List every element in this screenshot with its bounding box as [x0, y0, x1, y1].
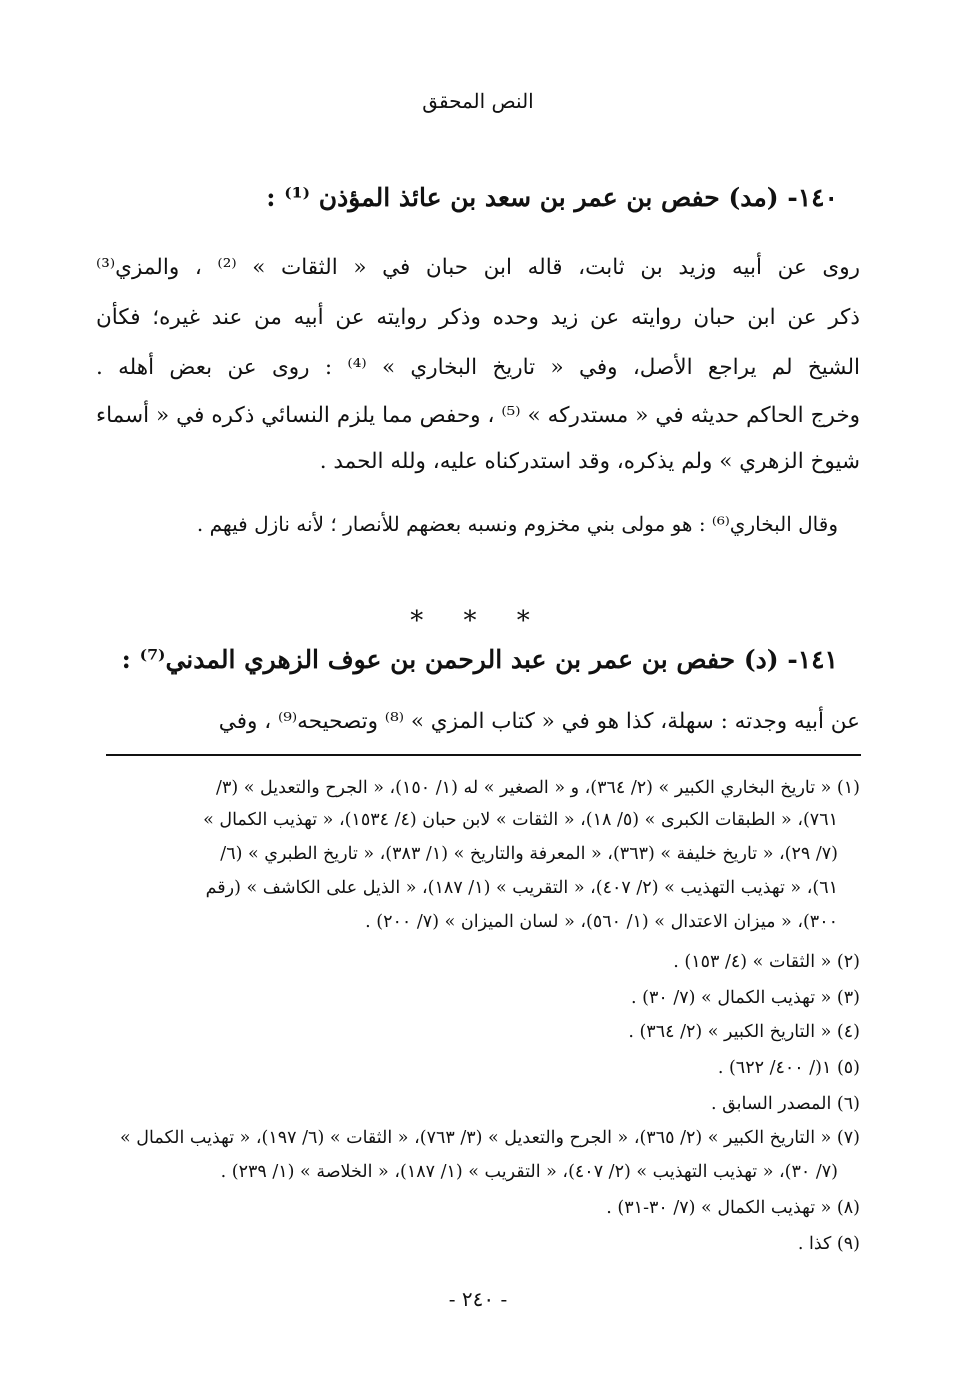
- entry-141-heading: ١٤١- (د) حفص بن عمر بن عبد الرحمن بن عوف الزهري المدني⁽⁷⁾ :: [121, 645, 838, 674]
- footnote-line: (٧/ ٢٩)، « تاريخ خليفة » (٣٦٣)، « المعرفة والتاريخ » (١/ ٣٨٣)، « تاريخ الطبري » (٦/: [220, 844, 838, 864]
- footnote-separator-rule: [106, 754, 861, 756]
- page-number: - ٢٤٠ -: [448, 1287, 508, 1311]
- entry-140-heading: ١٤٠- (مد) حفص بن عمر بن سعد بن عائذ المؤذن ⁽¹⁾ :: [266, 183, 838, 212]
- footnote-line: ٦١)، « تهذيب التهذيب » (٢/ ٤٠٧)، « التقريب » (١/ ١٨٧)، « الذيل على الكاشف » (رقم: [205, 878, 838, 898]
- footnote-line: (٩) كذا .: [797, 1234, 860, 1254]
- footnote-line: (١) « تاريخ البخاري الكبير » (٢/ ٣٦٤)، و « الصغير » له (١/ ١٥٠)، « الجرح والتعديل » (٣/: [216, 778, 860, 798]
- entry-140-line-1: روى عن أبيه وزيد بن ثابت، قاله ابن حبان في « الثقات » ⁽²⁾ ، والمزي⁽³⁾: [96, 255, 860, 280]
- entry-141-line-1: عن أبيه وجدته : سهلة، كذا هو في « كتاب المزي » ⁽⁸⁾ وتصحيحه⁽⁹⁾ ، وفي: [218, 709, 860, 734]
- footnote-line: (٨) « تهذيب الكمال » (٧/ ٣٠-٣١) .: [606, 1198, 860, 1218]
- entry-140-line-2: ذكر عن ابن حبان روايته عن زيد وحده وذكر روايته عن أبيه من عند غيره؛ فكأن: [96, 305, 860, 330]
- footnote-line: ٣٠٠)، « ميزان الاعتدال » (١/ ٥٦٠)، « لسان الميزان » (٧/ ٢٠٠) .: [365, 912, 838, 932]
- footnote-line: (٤) « التاريخ الكبير » (٢/ ٣٦٤) .: [628, 1022, 860, 1042]
- footnote-line: (٣) « تهذيب الكمال » (٧/ ٣٠) .: [631, 988, 860, 1008]
- entry-140-line-4: وخرج الحاكم حديثه في « مستدركه » ⁽⁵⁾ ، وحفص مما يلزم النسائي ذكره في « أسماء: [96, 403, 860, 428]
- footnote-line: (٢) « الثقات » (٤/ ١٥٣) .: [673, 952, 860, 972]
- footnote-line: ٧٦١)، « الطبقات الكبرى » (٥/ ١٨)، « الثقات » لابن حبان (٤/ ١٥٣٤)، « تهذيب الكمال »: [203, 810, 838, 830]
- footnote-line: (٧) « التاريخ الكبير » (٢/ ٣٦٥)، « الجرح والتعديل » (٣/ ٧٦٣)، « الثقات » (٦/ ١٩٧)، « تهذيب الكمال »: [120, 1128, 860, 1148]
- footnote-line: (٥) ١(/ ٤٠٠/ ٦٢٢) .: [717, 1058, 860, 1078]
- running-head: النص المحقق: [422, 89, 534, 113]
- section-separator: * * *: [410, 606, 546, 636]
- entry-140-bukhari-note: وقال البخاري⁽⁶⁾ : هو مولى بني مخزوم ونسبه بعضهم للأنصار ؛ لأنه نازل فيهم .: [196, 512, 838, 536]
- entry-140-line-3: الشيخ لم يراجع الأصل، وفي « تاريخ البخاري » ⁽⁴⁾ : روى عن بعض أهله .: [96, 355, 860, 380]
- entry-140-line-5: شيوخ الزهري » ولم يذكره، وقد استدركناه عليه، ولله الحمد .: [319, 449, 860, 474]
- footnote-line: (٧/ ٣٠)، « تهذيب التهذيب » (٢/ ٤٠٧)، « التقريب » (١/ ١٨٧)، « الخلاصة » (١/ ٢٣٩) .: [220, 1162, 838, 1182]
- footnote-line: (٦) المصدر السابق .: [710, 1094, 860, 1114]
